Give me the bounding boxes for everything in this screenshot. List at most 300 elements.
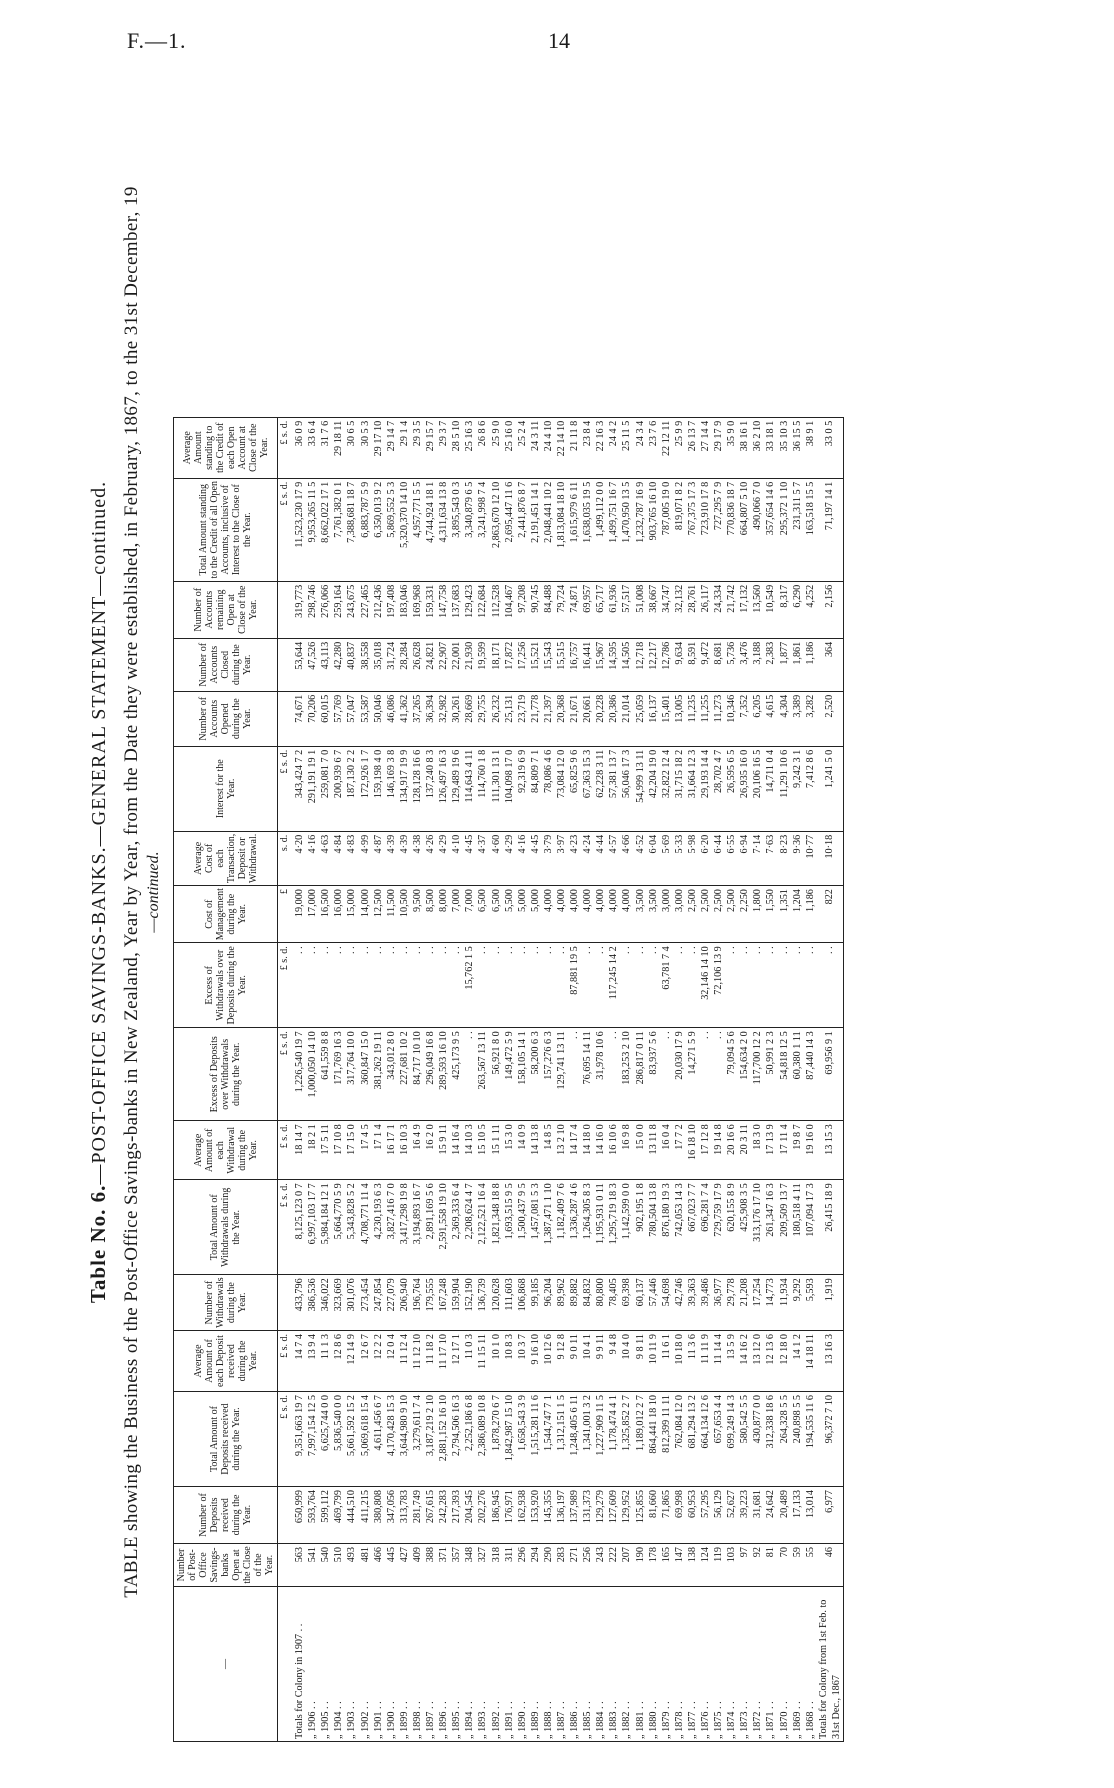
table-cell: 200,939 6 7: [332, 746, 345, 831]
unit-cell: [278, 638, 292, 691]
table-cell: 31,664 12 3: [686, 746, 699, 831]
column-header: Total Amount of Withdrawals during the Year.: [174, 1180, 278, 1275]
table-cell: 6,977: [817, 1487, 844, 1544]
row-label: „ 1889 . .: [529, 1587, 542, 1742]
table-cell: 11 18 2: [424, 1331, 437, 1392]
table-cell: 2,591,558 19 10: [437, 1180, 450, 1275]
table-cell: . .: [542, 943, 555, 1028]
table-cell: 20,106 16 5: [751, 746, 764, 831]
table-cell: 1,325,852 2 7: [620, 1392, 633, 1487]
table-cell: 69,398: [620, 1275, 633, 1331]
table-cell: 4,000: [620, 886, 633, 943]
table-cell: 65,825 9 6: [568, 746, 581, 831]
table-cell: 1,387,471 1 10: [542, 1180, 555, 1275]
table-cell: 33 6 4: [306, 417, 319, 478]
table-row: [751, 417, 764, 1741]
unit-cell: [278, 691, 292, 746]
table-cell: 14,000: [359, 886, 372, 943]
table-cell: 180,518 4 11: [791, 1180, 804, 1275]
table-cell: 20 3 11: [738, 1121, 751, 1180]
table-cell: 20,386: [607, 691, 620, 746]
table-cell: 84,832: [581, 1275, 594, 1331]
table-cell: 24,821: [424, 638, 437, 691]
table-cell: 81,660: [647, 1487, 660, 1544]
table-cell: 433,796: [291, 1275, 306, 1331]
table-cell: 4,744,924 18 1: [424, 478, 437, 581]
table-cell: 32,822 12 4: [660, 746, 673, 831]
table-cell: 137,683: [450, 581, 463, 638]
table-cell: 427: [398, 1544, 411, 1587]
table-cell: 16 2 0: [424, 1121, 437, 1180]
unit-cell: s. d.: [278, 831, 292, 885]
table-cell: 650,999: [291, 1487, 306, 1544]
table-row: [372, 417, 385, 1741]
table-row: [620, 417, 633, 1741]
table-cell: 104,467: [503, 581, 516, 638]
column-header: Total Amount standing to the Credit of all Open Accounts, inclusive of Interest to the Close of the Year.: [174, 478, 278, 581]
table-cell: 273,454: [359, 1275, 372, 1331]
table-cell: 58,200 6 3: [529, 1028, 542, 1121]
table-cell: 563: [291, 1544, 306, 1587]
table-cell: 469,799: [332, 1487, 345, 1544]
table-cell: 30 6 5: [345, 417, 358, 478]
table-cell: 357,654 14 6: [764, 478, 777, 581]
table-cell: 357: [450, 1544, 463, 1587]
table-cell: 27 14 4: [699, 417, 712, 478]
table-cell: 26,595 6 5: [725, 746, 738, 831]
table-cell: 3,644,980 9 10: [398, 1392, 411, 1487]
table-cell: 25 9 9: [673, 417, 686, 478]
table-cell: 9,500: [411, 886, 424, 943]
table-row: [476, 417, 489, 1741]
table-cell: 13 16 3: [817, 1331, 844, 1392]
table-cell: 17 13 9: [764, 1121, 777, 1180]
table-cell: 286,817 0 11: [634, 1028, 647, 1121]
row-label: „ 1875 . .: [712, 1587, 725, 1742]
column-header: Excess of Deposits over Withdrawals during the Year.: [174, 1028, 278, 1121]
table-cell: 295,372 1 10: [778, 478, 791, 581]
table-cell: 111,301 13 1: [490, 746, 503, 831]
table-cell: 147,758: [437, 581, 450, 638]
column-header: Number of Accounts Opened during the Year.: [174, 691, 278, 746]
table-cell: 165: [660, 1544, 673, 1587]
table-number: Table No. 6.: [86, 1184, 110, 1304]
column-header: Excess of Withdrawals over Deposits during the Year.: [174, 943, 278, 1028]
table-cell: 323,669: [332, 1275, 345, 1331]
table-cell: 1,544,747 7 1: [542, 1392, 555, 1487]
table-cell: 14 13 8: [529, 1121, 542, 1180]
table-cell: 466: [372, 1544, 385, 1587]
table-cell: 79,724: [555, 581, 568, 638]
table-cell: 122,684: [476, 581, 489, 638]
table-cell: 114,760 1 8: [476, 746, 489, 831]
table-cell: 13,560: [751, 581, 764, 638]
table-cell: 5,836,540 0 0: [332, 1392, 345, 1487]
table-row: [359, 417, 372, 1741]
table-cell: 593,764: [306, 1487, 319, 1544]
table-cell: 481: [359, 1544, 372, 1587]
table-cell: 11,500: [385, 886, 398, 943]
table-cell: 10 11 9: [647, 1331, 660, 1392]
table-cell: 15,967: [594, 638, 607, 691]
table-cell: . .: [503, 943, 516, 1028]
row-label: „ 1892 . .: [490, 1587, 503, 1742]
table-cell: 8,000: [437, 886, 450, 943]
table-row: [660, 417, 673, 1741]
table-cell: 6,883,787 5 9: [359, 478, 372, 581]
table-cell: 10 18 0: [673, 1331, 686, 1392]
table-cell: 10 8 3: [503, 1331, 516, 1392]
table-cell: 70: [778, 1544, 791, 1587]
table-cell: 4,000: [607, 886, 620, 943]
table-cell: 2,156: [817, 581, 844, 638]
table-cell: 171,769 16 3: [332, 1028, 345, 1121]
table-cell: 770,836 18 7: [725, 478, 738, 581]
column-header: Number of Withdrawals during the Year.: [174, 1275, 278, 1331]
table-cell: 96,372 7 10: [817, 1392, 844, 1487]
table-cell: 6·20: [699, 831, 712, 885]
table-cell: 1,821,348 18 8: [490, 1180, 503, 1275]
table-cell: 11 1 3: [319, 1331, 332, 1392]
table-cell: 38 9 1: [804, 417, 817, 478]
table-cell: 812,399 11 11: [660, 1392, 673, 1487]
table-cell: 4·44: [594, 831, 607, 885]
table-cell: 723,910 17 8: [699, 478, 712, 581]
table-cell: 78,086 4 6: [542, 746, 555, 831]
table-cell: 22 16 3: [594, 417, 607, 478]
table-cell: 11 17 10: [437, 1331, 450, 1392]
table-cell: 18 2 1: [306, 1121, 319, 1180]
table-cell: 1,182,409 7 6: [555, 1180, 568, 1275]
table-cell: 6·44: [712, 831, 725, 885]
table-cell: 1,693,515 9 5: [503, 1180, 516, 1275]
table-cell: 7,352: [738, 691, 751, 746]
table-cell: . .: [634, 943, 647, 1028]
table-cell: 28,761: [686, 581, 699, 638]
table-cell: 29 17 9: [712, 417, 725, 478]
table-cell: 6,997,103 17 7: [306, 1180, 319, 1275]
unit-cell: [278, 1487, 292, 1544]
table-cell: 138: [686, 1544, 699, 1587]
table-cell: 4·87: [372, 831, 385, 885]
table-cell: 71,197 14 1: [817, 478, 844, 581]
table-cell: 430,877 0 0: [751, 1392, 764, 1487]
table-cell: 129,279: [594, 1487, 607, 1544]
table-cell: 5,661,592 15 2: [345, 1392, 358, 1487]
table-cell: 147: [673, 1544, 686, 1587]
table-row: [490, 417, 503, 1741]
table-cell: 33 18 1: [764, 417, 777, 478]
table-cell: 209,509 13 7: [778, 1180, 791, 1275]
table-cell: . .: [764, 943, 777, 1028]
row-label: „ 1890 . .: [516, 1587, 529, 1742]
table-row: [516, 417, 529, 1741]
table-cell: 1,351: [778, 886, 791, 943]
table-cell: 681,294 13 2: [686, 1392, 699, 1487]
row-label: „ 1891 . .: [503, 1587, 516, 1742]
table-cell: 92,319 6 9: [516, 746, 529, 831]
table-cell: 445: [385, 1544, 398, 1587]
table-cell: 97,208: [516, 581, 529, 638]
table-cell: 1,241 5 0: [817, 746, 844, 831]
table-cell: . .: [424, 943, 437, 1028]
table-cell: 14,711 0 4: [764, 746, 777, 831]
table-cell: 26,415 18 9: [817, 1180, 844, 1275]
table-cell: 81: [764, 1544, 777, 1587]
table-cell: 15 9 11: [437, 1121, 450, 1180]
unit-cell: [278, 581, 292, 638]
table-row: [634, 417, 647, 1741]
table-cell: 4·16: [306, 831, 319, 885]
table-cell: 14 16 4: [450, 1121, 463, 1180]
table-cell: 9 4 8: [607, 1331, 620, 1392]
table-cell: 291,191 19 1: [306, 746, 319, 831]
table-cell: 51,008: [634, 581, 647, 638]
table-cell: 541: [306, 1544, 319, 1587]
table-cell: 227,079: [385, 1275, 398, 1331]
row-label: „ 1868 . .: [804, 1587, 817, 1742]
table-cell: 38,558: [359, 638, 372, 691]
table-cell: 4·16: [516, 831, 529, 885]
table-cell: 10 1 0: [490, 1331, 503, 1392]
table-cell: 3,000: [660, 886, 673, 943]
table-cell: 247,854: [372, 1275, 385, 1331]
table-cell: 131,373: [581, 1487, 594, 1544]
table-cell: 41,362: [398, 691, 411, 746]
table-cell: 409: [411, 1544, 424, 1587]
table-cell: 540: [319, 1544, 332, 1587]
table-cell: 33 0 5: [817, 417, 844, 478]
table-cell: 641,559 8 8: [319, 1028, 332, 1121]
table-cell: . .: [594, 943, 607, 1028]
table-cell: 96,204: [542, 1275, 555, 1331]
table-cell: 227,465: [359, 581, 372, 638]
table-row: [804, 417, 817, 1741]
table-cell: 13 15 3: [817, 1121, 844, 1180]
unit-cell: £ s. d.: [278, 1028, 292, 1121]
table-cell: 32,982: [437, 691, 450, 746]
column-header: Interest for the Year.: [174, 746, 278, 831]
table-cell: 17 11 4: [778, 1121, 791, 1180]
table-row: [463, 417, 476, 1741]
table-cell: 57,047: [345, 691, 358, 746]
table-cell: 296,049 16 8: [424, 1028, 437, 1121]
table-cell: 74,671: [291, 691, 306, 746]
table-cell: 14 16 0: [594, 1121, 607, 1180]
table-cell: 1,186: [804, 886, 817, 943]
table-cell: 129,489 19 6: [450, 746, 463, 831]
table-row: [647, 417, 660, 1741]
table-cell: 29,778: [725, 1275, 738, 1331]
table-cell: 8,662,022 17 1: [319, 478, 332, 581]
table-cell: 217,393: [450, 1487, 463, 1544]
table-cell: 5,000: [529, 886, 542, 943]
column-header: Number of Accounts remaining Open at Close of the Year.: [174, 581, 278, 638]
table-cell: 4·45: [529, 831, 542, 885]
table-cell: 149,472 5 9: [503, 1028, 516, 1121]
table-cell: . .: [319, 943, 332, 1028]
table-cell: . .: [804, 943, 817, 1028]
table-cell: . .: [306, 943, 319, 1028]
table-cell: 4·66: [620, 831, 633, 885]
table-cell: 5,343,828 5 2: [345, 1180, 358, 1275]
table-cell: 36 2 10: [751, 417, 764, 478]
table-cell: . .: [398, 943, 411, 1028]
table-cell: 7,000: [450, 886, 463, 943]
table-cell: 9,242 3 1: [791, 746, 804, 831]
table-cell: 26 13 7: [686, 417, 699, 478]
table-cell: 16,137: [647, 691, 660, 746]
table-cell: 106,868: [516, 1275, 529, 1331]
table-cell: 283: [555, 1544, 568, 1587]
table-cell: 15 10 5: [476, 1121, 489, 1180]
table-cell: 11,235: [686, 691, 699, 746]
table-cell: 3,241,998 7 4: [476, 478, 489, 581]
table-cell: 183,253 2 10: [620, 1028, 633, 1121]
table-cell: 7,997,154 12 5: [306, 1392, 319, 1487]
table-cell: 3,500: [647, 886, 660, 943]
table-cell: 54,999 13 11: [634, 746, 647, 831]
table-cell: 19,599: [476, 638, 489, 691]
row-label: „ 1883 . .: [607, 1587, 620, 1742]
table-cell: 6·55: [725, 831, 738, 885]
table-cell: . .: [411, 943, 424, 1028]
table-cell: 10,549: [764, 581, 777, 638]
table-cell: 7,412 8 6: [804, 746, 817, 831]
table-cell: . .: [751, 943, 764, 1028]
table-cell: 14 1 2: [791, 1331, 804, 1392]
table-cell: 9,292: [791, 1275, 804, 1331]
table-cell: 5,000: [516, 886, 529, 943]
table-cell: 24,642: [764, 1487, 777, 1544]
table-cell: 380,808: [372, 1487, 385, 1544]
table-cell: . .: [791, 943, 804, 1028]
table-cell: 2,386,089 10 8: [476, 1392, 489, 1487]
table-cell: 28,284: [398, 638, 411, 691]
table-cell: 13 9 4: [306, 1331, 319, 1392]
table-cell: 57,295: [699, 1487, 712, 1544]
table-cell: 10 12 6: [542, 1331, 555, 1392]
table-cell: 14 18 11: [804, 1331, 817, 1392]
table-cell: 2,383: [764, 638, 777, 691]
savings-bank-table: [173, 417, 844, 1742]
table-cell: 490,066 7 0: [751, 478, 764, 581]
table-cell: 4,000: [581, 886, 594, 943]
table-cell: 4,708,771 11 4: [359, 1180, 372, 1275]
table-cell: 21,014: [620, 691, 633, 746]
table-cell: 65,717: [594, 581, 607, 638]
table-row: [699, 417, 712, 1741]
table-cell: 10 3 7: [516, 1331, 529, 1392]
row-label: „ 1899 . .: [398, 1587, 411, 1742]
table-cell: 186,945: [490, 1487, 503, 1544]
table-cell: 17,256: [516, 638, 529, 691]
table-cell: 2,500: [725, 886, 738, 943]
table-cell: 1,499,112 0 0: [594, 478, 607, 581]
table-row: [424, 417, 437, 1741]
table-cell: 152,190: [463, 1275, 476, 1331]
table-cell: 207: [620, 1544, 633, 1587]
table-cell: 18 3 0: [751, 1121, 764, 1180]
table-row: [411, 417, 424, 1741]
table-cell: 17,254: [751, 1275, 764, 1331]
table-cell: 1,470,950 13 5: [620, 478, 633, 581]
table-cell: 212,436: [372, 581, 385, 638]
table-cell: 21,742: [725, 581, 738, 638]
table-cell: 183,046: [398, 581, 411, 638]
table-cell: 78,405: [607, 1275, 620, 1331]
table-cell: 12,217: [647, 638, 660, 691]
table-cell: 4,615: [764, 691, 777, 746]
table-cell: 4·26: [424, 831, 437, 885]
table-cell: 62,228 3 11: [594, 746, 607, 831]
table-row: [568, 417, 581, 1741]
table-cell: 47,526: [306, 638, 319, 691]
table-cell: 55: [804, 1544, 817, 1587]
table-cell: 2,208,624 4 7: [463, 1180, 476, 1275]
table-cell: 1,499,751 16 7: [607, 478, 620, 581]
table-cell: 16 10 3: [398, 1121, 411, 1180]
table-cell: 4·38: [411, 831, 424, 885]
table-cell: 5,320,370 14 10: [398, 478, 411, 581]
table-cell: 4,252: [804, 581, 817, 638]
table-cell: 4,230,193 6 3: [372, 1180, 385, 1275]
table-cell: 4·29: [437, 831, 450, 885]
table-cell: . .: [450, 943, 463, 1028]
table-cell: 319,773: [291, 581, 306, 638]
table-cell: 11 3 6: [686, 1331, 699, 1392]
table-cell: 1,336,287 4 6: [568, 1180, 581, 1275]
table-cell: 14 10 3: [463, 1121, 476, 1180]
table-cell: 16 17 1: [385, 1121, 398, 1180]
column-header: Average Amount of each Withdrawal during the Year.: [174, 1121, 278, 1180]
table-cell: 7·63: [764, 831, 777, 885]
table-cell: 16 0 4: [660, 1121, 673, 1180]
table-cell: 79,094 5 6: [725, 1028, 738, 1121]
table-cell: 3,389: [791, 691, 804, 746]
table-cell: 159,331: [424, 581, 437, 638]
table-cell: 311: [503, 1544, 516, 1587]
table-cell: 29 17 10: [372, 417, 385, 478]
table-cell: 4,957,771 5 5: [411, 478, 424, 581]
table-cell: 57,769: [332, 691, 345, 746]
table-cell: 21,671: [568, 691, 581, 746]
table-cell: 60,953: [686, 1487, 699, 1544]
table-row: [764, 417, 777, 1741]
table-cell: 162,938: [516, 1487, 529, 1544]
page-number: 14: [548, 28, 570, 53]
table-cell: 26,232: [490, 691, 503, 746]
table-row: [791, 417, 804, 1741]
table-row: [398, 417, 411, 1741]
table-cell: 10 4 1: [581, 1331, 594, 1392]
table-subtitle: TABLE showing the Business of the Post-Office Savings-banks in New Zealand, Year by Year, from the Date they were established, in February, 1867, to the 31st December, 19: [121, 186, 142, 1598]
table-cell: 727,295 7 9: [712, 478, 725, 581]
table-cell: 145,355: [542, 1487, 555, 1544]
table-cell: 50,046: [372, 691, 385, 746]
table-cell: 19 14 8: [712, 1121, 725, 1180]
table-cell: 2,863,670 12 10: [490, 478, 503, 581]
table-cell: . .: [568, 1028, 581, 1121]
table-cell: 28 5 10: [450, 417, 463, 478]
table-cell: 11,523,230 17 9: [291, 478, 306, 581]
table-cell: 7,000: [463, 886, 476, 943]
table-cell: 21,930: [463, 638, 476, 691]
table-cell: 11 15 11: [476, 1331, 489, 1392]
table-cell: 289,593 16 10: [437, 1028, 450, 1121]
table-cell: 271: [568, 1544, 581, 1587]
table-cell: 153,920: [529, 1487, 542, 1544]
